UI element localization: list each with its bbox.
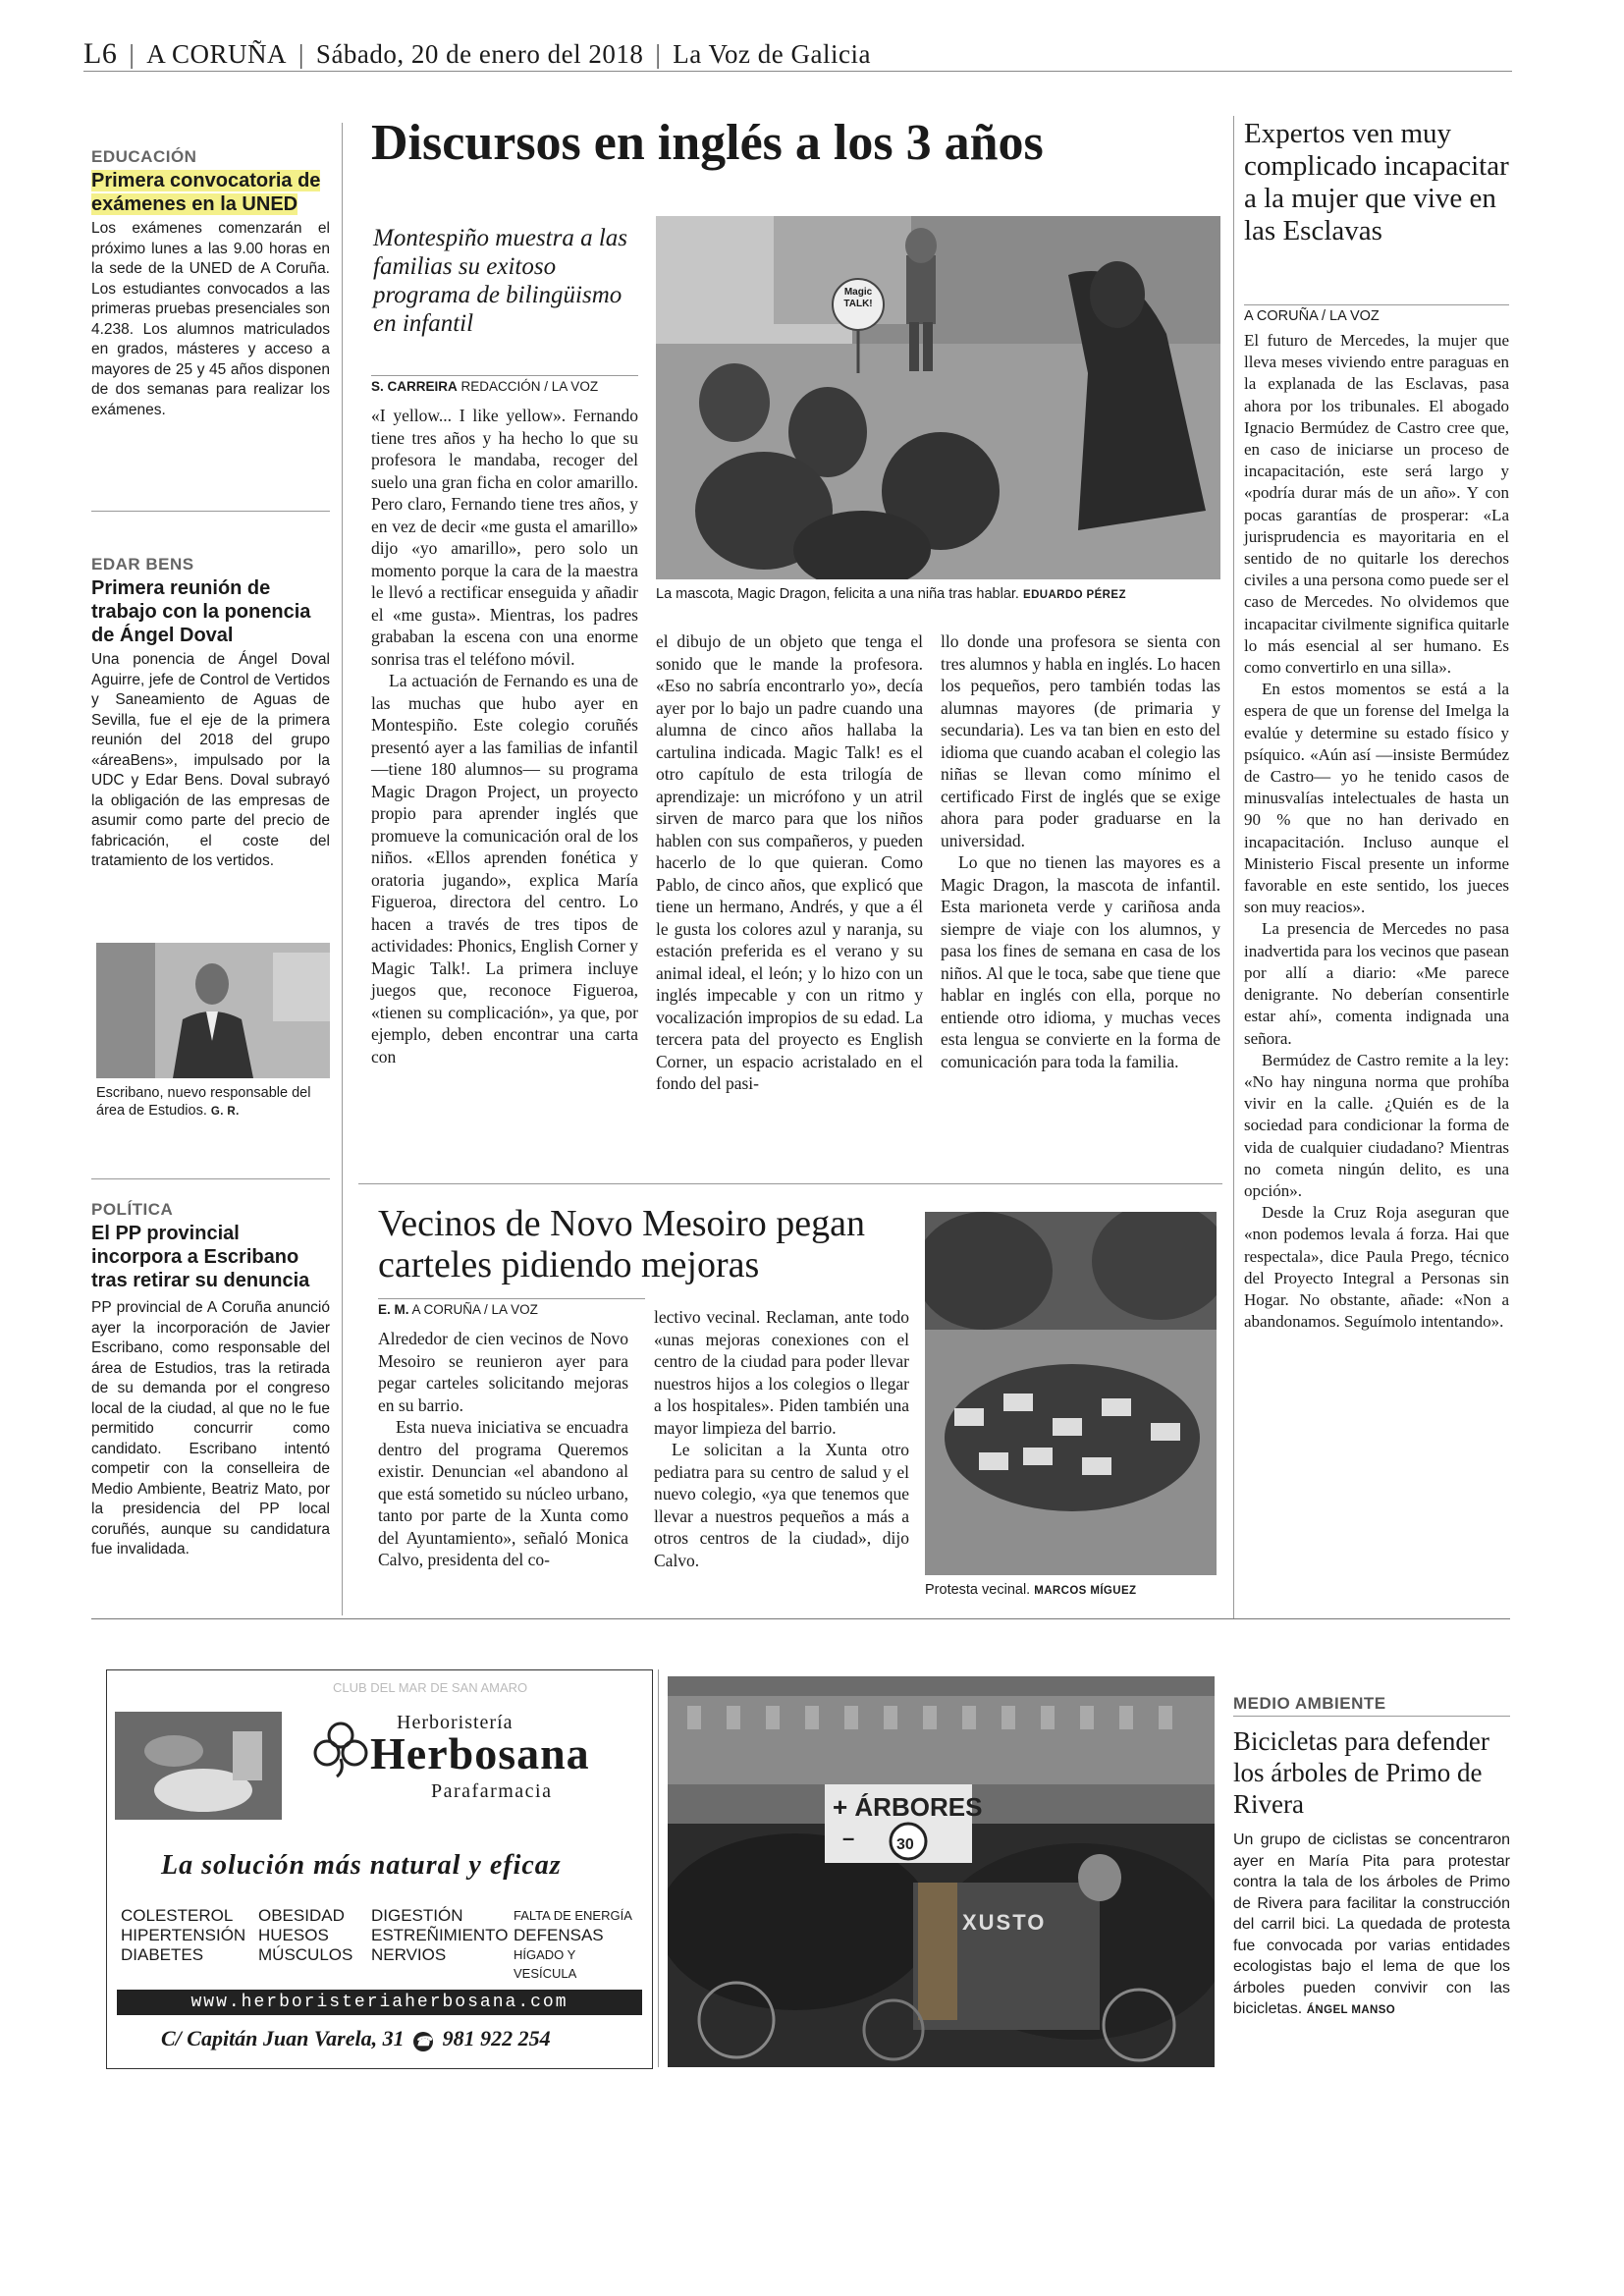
protest-sign: + ÁRBORES [833, 1792, 983, 1822]
paragraph: Lo que no tienen las mayores es a Magic Dragon, la mascota de infantil. Esta marioneta verde y cariñosa anda siempre de viaje con los alumnos, y pasa los fines de semana en casa de los niños. Al que le toca, sabe que tiene que hablar en inglés con ella, porque no entiende otro idioma, y muchas veces esta lengua se convierte en la forma de comunicación para toda la familia. [941, 852, 1220, 1071]
ad-item: DIABETES [121, 1945, 204, 1964]
ad-address: C/ Capitán Juan Varela, 31 [161, 2026, 405, 2050]
paragraph: El futuro de Mercedes, la mujer que lleva meses viviendo entre paraguas en la explanada de las Esclavas, pasa ahora por los tribunales. El abogado Ignacio Bermúdez de Castro cree que, en caso de iniciarse un proceso de incapacitación, este será largo y «podría durar más de un año». Y con pocas garantías de prosperar: «La jurisprudencia es mayoritaria en el sentido de no quitarle los derechos civiles a una persona como puede ser el caso de Mercedes. No olvidemos que incapacitar civilmente significa quitarle lo más esencial al ser humano. Es como convertirlo en una silla». [1244, 331, 1509, 678]
caption-text: La mascota, Magic Dragon, felicita a una niña tras hablar. [656, 586, 1019, 602]
brief-headline: El PP provincial incorpora a Escribano tras retirar su denuncia [91, 1223, 310, 1291]
byline-desk: A CORUÑA / LA VOZ [411, 1302, 538, 1317]
escribano-caption [96, 1084, 330, 1121]
right-body [1244, 330, 1509, 1333]
ad-item: COLESTEROL [121, 1906, 234, 1925]
brief-section-label: EDUCACIÓN [91, 147, 197, 166]
protest-photo [925, 1212, 1217, 1575]
main-photo-caption [656, 585, 1220, 604]
clover-logo-icon [311, 1720, 370, 1778]
main-subhead: Montespiño muestra a las familias su exitoso programa de bilingüismo en infantil [373, 225, 628, 337]
protest-banner: XUSTO [962, 1910, 1047, 1935]
ad-item: OBESIDAD [258, 1906, 345, 1925]
photo-credit: ÁNGEL MANSO [1306, 2004, 1396, 2016]
paragraph: lectivo vecinal. Reclaman, ante todo «unas mejoras conexiones con el centro de la ciudad para poder llevar nuestros hijos a los colegios o llegar a los hospitales». Piden también una mayor limpieza del barrio. [654, 1307, 909, 1438]
brief-headline: Primera reunión de trabajo con la ponencia de Ángel Doval [91, 577, 311, 646]
main-column-3 [941, 630, 1220, 1072]
brief-section-label: EDAR BENS [91, 555, 194, 574]
byline-author: E. M. [378, 1302, 409, 1317]
brief-text: Un grupo de ciclistas se concentraron ayer en María Pita para protestar contra la tala de los árboles de Primo de Rivera para facilitar la construcción del carril bici. La quedada de protesta fue convocada por varias entidades ecologistas bajo el lema de que los árboles pueden convivir con las bicicletas. [1233, 1831, 1510, 2017]
main-photo-art [656, 216, 1220, 579]
paragraph: Le solicitan a la Xunta otro pediatra para su centro de salud y el nuevo colegio, «ya que tenemos que llevar a nuestros pequeños a más a otros centros de la ciudad», dijo Calvo. [654, 1440, 909, 1570]
phone-icon: ☎ [413, 2032, 433, 2051]
brief-headline: Bicicletas para defender los árboles de Primo de Rivera [1233, 1726, 1489, 1819]
protest-caption [925, 1581, 1217, 1600]
brief-body: Los exámenes comenzarán el próximo lunes a las 9.00 horas en la sede de la UNED de A Coruña. Los estudiantes convocados a las primeras pruebas presenciales son 4.238. Los alumnos matriculados en grados, másteres y acceso a mayores de 25 y 45 años disponen de dos semanas para realizar los exámenes. [91, 220, 330, 418]
brief-section-label: POLÍTICA [91, 1200, 174, 1219]
mid-column-2 [654, 1306, 909, 1571]
page-number: L6 [83, 37, 118, 70]
ad-product-photo [115, 1712, 282, 1820]
escribano-photo [96, 943, 330, 1078]
speed-badge: 30 [896, 1836, 914, 1853]
ad-contact [161, 2026, 551, 2051]
right-headline: Expertos ven muy complicado incapacitar a la mujer que vive en las Esclavas [1244, 118, 1509, 246]
paragraph: Alrededor de cien vecinos de Novo Mesoiro se reunieron ayer para pegar carteles solicitando mejoras en su barrio. [378, 1329, 628, 1415]
bicycle-photo-art [668, 1676, 1215, 2067]
protest-sign-line: – [842, 1826, 855, 1850]
brief-divider [91, 511, 330, 512]
ad-item: MÚSCULOS [258, 1945, 353, 1964]
paragraph: Esta nueva iniciativa se encuadra dentro del programa Queremos existir. Denuncian «el abandono al que está sometido su núcleo urbano, tanto por parte de la Xunta como del Ayuntamiento», señaló Monica Calvo, presidenta del co- [378, 1417, 628, 1569]
mid-byline [378, 1298, 645, 1317]
ad-brand: Herbosana [370, 1728, 590, 1778]
highlighted-headline: Primera convocatoria de exámenes en la UNED [91, 170, 321, 215]
right-byline: A CORUÑA / LA VOZ [1244, 304, 1509, 324]
byline-desk: REDACCIÓN / LA VOZ [460, 379, 599, 394]
mid-headline: Vecinos de Novo Mesoiro pegan carteles pidiendo mejoras [378, 1203, 866, 1285]
section-name: A CORUÑA [146, 39, 288, 69]
mid-top-rule [358, 1183, 1222, 1184]
brief-body: PP provincial de A Coruña anunció ayer la incorporación de Javier Escribano, como responsable del área de Estudios, tras la retirada de su demanda por el congreso local de la ciudad, al que no le fue permitido concurrir como candidato. Escribano intentó competir con la conselleira de Medio Ambiente, Beatriz Mato, por la presidencia del PP local coruñés, aunque su candidatura fue invalidada. [91, 1299, 330, 1558]
ad-item: DIGESTIÓN [371, 1906, 463, 1925]
column-rule-left [342, 123, 343, 1615]
issue-date: Sábado, 20 de enero del 2018 [315, 39, 644, 69]
paragraph: «I yellow... I like yellow». Fernando tiene tres años y ha hecho lo que su profesora le mandaba, recoger del suelo una gran ficha en color amarillo. Pero claro, Fernando tiene tres años, y en vez de decir «me gusta el amarillo» dijo «yo amarillo», pero solo un momento porque la cara de la maestra le llevó a rectificar enseguida y añadir el «me gusta». Mientras, los padres grababan la escena con una enorme sonrisa tras el teléfono móvil. [371, 406, 638, 669]
protest-photo-art [925, 1212, 1217, 1575]
brief-body [1233, 1830, 1510, 2022]
bottom-section-rule [91, 1618, 1510, 1619]
main-photo [656, 216, 1220, 579]
caption-text: Protesta vecinal. [925, 1582, 1031, 1598]
brief-divider [91, 1178, 330, 1179]
ad-url-bar: www.herboristeriaherbosana.com [117, 1990, 642, 2015]
newspaper-name: La Voz de Galicia [673, 39, 871, 69]
bicycle-protest-photo [668, 1676, 1215, 2067]
brief-medio-ambiente [1233, 1694, 1510, 2022]
ad-item: HÍGADO Y VESÍCULA [514, 1947, 577, 1981]
main-byline [371, 375, 638, 394]
main-column-2 [656, 630, 923, 1095]
ad-phone: 981 922 254 [442, 2026, 551, 2050]
ad-item: NERVIOS [371, 1945, 447, 1964]
herbosana-ad [106, 1669, 653, 2069]
caption-text: Escribano, nuevo responsable del área de Estudios. [96, 1085, 311, 1119]
brief-edar-bens [91, 555, 330, 872]
ad-item: HUESOS [258, 1926, 329, 1944]
ad-benefits-grid [121, 1906, 641, 1983]
ad-background-text: CLUB DEL MAR DE SAN AMARO [333, 1680, 528, 1695]
ad-topline: Herboristería [397, 1712, 514, 1733]
paragraph: Bermúdez de Castro remite a la ley: «No hay ninguna norma que prohíba vivir en la calle. ¿Quién es de la sociedad para condicionar la forma de vida de cualquier ciudadano? Mientras no cometa ningún delito, es una opción». [1244, 1050, 1509, 1200]
column-rule-right [1233, 116, 1234, 1618]
brief-headline [91, 169, 330, 216]
byline-author: S. CARREIRA [371, 379, 458, 394]
photo-credit: EDUARDO PÉREZ [1023, 589, 1126, 601]
mid-column-1 [378, 1328, 628, 1571]
ad-subline: Parafarmacia [431, 1780, 553, 1802]
paragraph: Desde la Cruz Roja aseguran que «non podemos levala á forza. Hai que respectala», dice Paula Prego, técnico del Proyecto Integral a Personas sin Hogar. No obstante, añade: «Non a abandonamos. Seguímolo intentando». [1244, 1203, 1509, 1332]
ad-item: FALTA DE ENERGÍA [514, 1908, 632, 1923]
photo-credit: G. R. [210, 1106, 240, 1118]
ad-item: ESTREÑIMIENTO [371, 1926, 509, 1944]
magic-talk-sign: Magic TALK! [843, 287, 873, 309]
brief-section-label: MEDIO AMBIENTE [1233, 1694, 1386, 1713]
paragraph: llo donde una profesora se sienta con tres alumnos y habla en inglés. Lo hacen los pequeños, pero también todas las alumnas mayores (de primaria y secundaria). Les va tan bien en esto del idioma que cuando acaban el colegio las niñas se llevan como mínimo el certificado First de inglés que se exige ahora para poder graduarse en la universidad. [941, 631, 1220, 850]
paragraph: La actuación de Fernando es una de las muchas que hubo ayer en Montespiño. Este colegio coruñés presentó ayer a las familias de infantil —tiene 180 alumnos— su programa Magic Dragon Project, un proyecto propio para aprender inglés que promueve la comunicación oral de los niños. «Ellos aprenden fonética y oratoria jugando», explica María Figueroa, directora del centro. Lo hacen a través de tres tipos de actividades: Phonics, English Corner y Magic Talk!. La primera incluye juegos que, reconoce Figueroa, «tienen su complicación», ya que, por ejemplo, deben encontrar una carta con [371, 671, 638, 1066]
column-rule-bottom [658, 1669, 659, 2067]
escribano-photo-art [96, 943, 330, 1078]
ad-slogan: La solución más natural y eficaz [161, 1850, 562, 1881]
ad-product-art [115, 1712, 282, 1820]
page-header: L6 | A CORUÑA | Sábado, 20 de enero del 2018 | La Voz de Galicia [83, 37, 871, 70]
header-rule [83, 71, 1512, 72]
ad-item: DEFENSAS [514, 1926, 604, 1944]
paragraph: En estos momentos se está a la espera de que un forense del Imelga la evalúe y determine su estado físico y psíquico. «Aún así —insiste Bermúdez de Castro— yo he tenido casos de minusvalías intelectuales de hasta un 90 % que no han derivado en incapacitación. Incluso aunque el Ministerio Fiscal presente un informe favorable en este sentido, los jueces son muy reacios». [1244, 680, 1509, 917]
brief-politica [91, 1200, 330, 1560]
paragraph: La presencia de Mercedes no pasa inadvertida para los vecinos que pasean por allí a diario: «Me parece denigrante. No deberían consentirle estar ahí», comenta indignada una señora. [1244, 919, 1509, 1048]
photo-credit: MARCOS MÍGUEZ [1034, 1585, 1137, 1597]
ad-item: HIPERTENSIÓN [121, 1926, 246, 1944]
brief-divider [1233, 1716, 1510, 1717]
brief-body: Una ponencia de Ángel Doval Aguirre, jefe de Control de Vertidos y Saneamiento de Aguas de Sevilla, fue el eje de la primera reunión del 2018 del grupo «áreaBens», impulsado por la UDC y Edar Bens. Doval subrayó la obligación de las empresas de asumir como parte del precio de fabricación, el coste del tratamiento de los vertidos. [91, 651, 330, 869]
brief-education [91, 147, 330, 420]
main-column-1 [371, 405, 638, 1067]
main-headline: Discursos en inglés a los 3 años [371, 115, 1044, 171]
paragraph: el dibujo de un objeto que tenga el sonido que le mande la profesora. «Eso no sabría encontrarlo yo», decía ayer por lo bajo un padre cuando una alumna de cinco años hallaba la cartulina indicada. Magic Talk! es el otro capítulo de esta trilogía de aprendizaje: un micrófono y un atril sirven de marco para que los niños hablen con sus compañeros, y pueden hacerlo de lo que quieran. Como Pablo, de cinco años, que explicó que tiene un hermano, Andrés, y que a él le gusta los colores azul y naranja, su estación preferida es el verano y su animal ideal, el león; y lo hizo con un inglés impecable y con un ritmo y vocalización impropios de su edad. La tercera pata del proyecto es English Corner, un espacio acristalado en el fondo del pasi- [656, 631, 923, 1093]
